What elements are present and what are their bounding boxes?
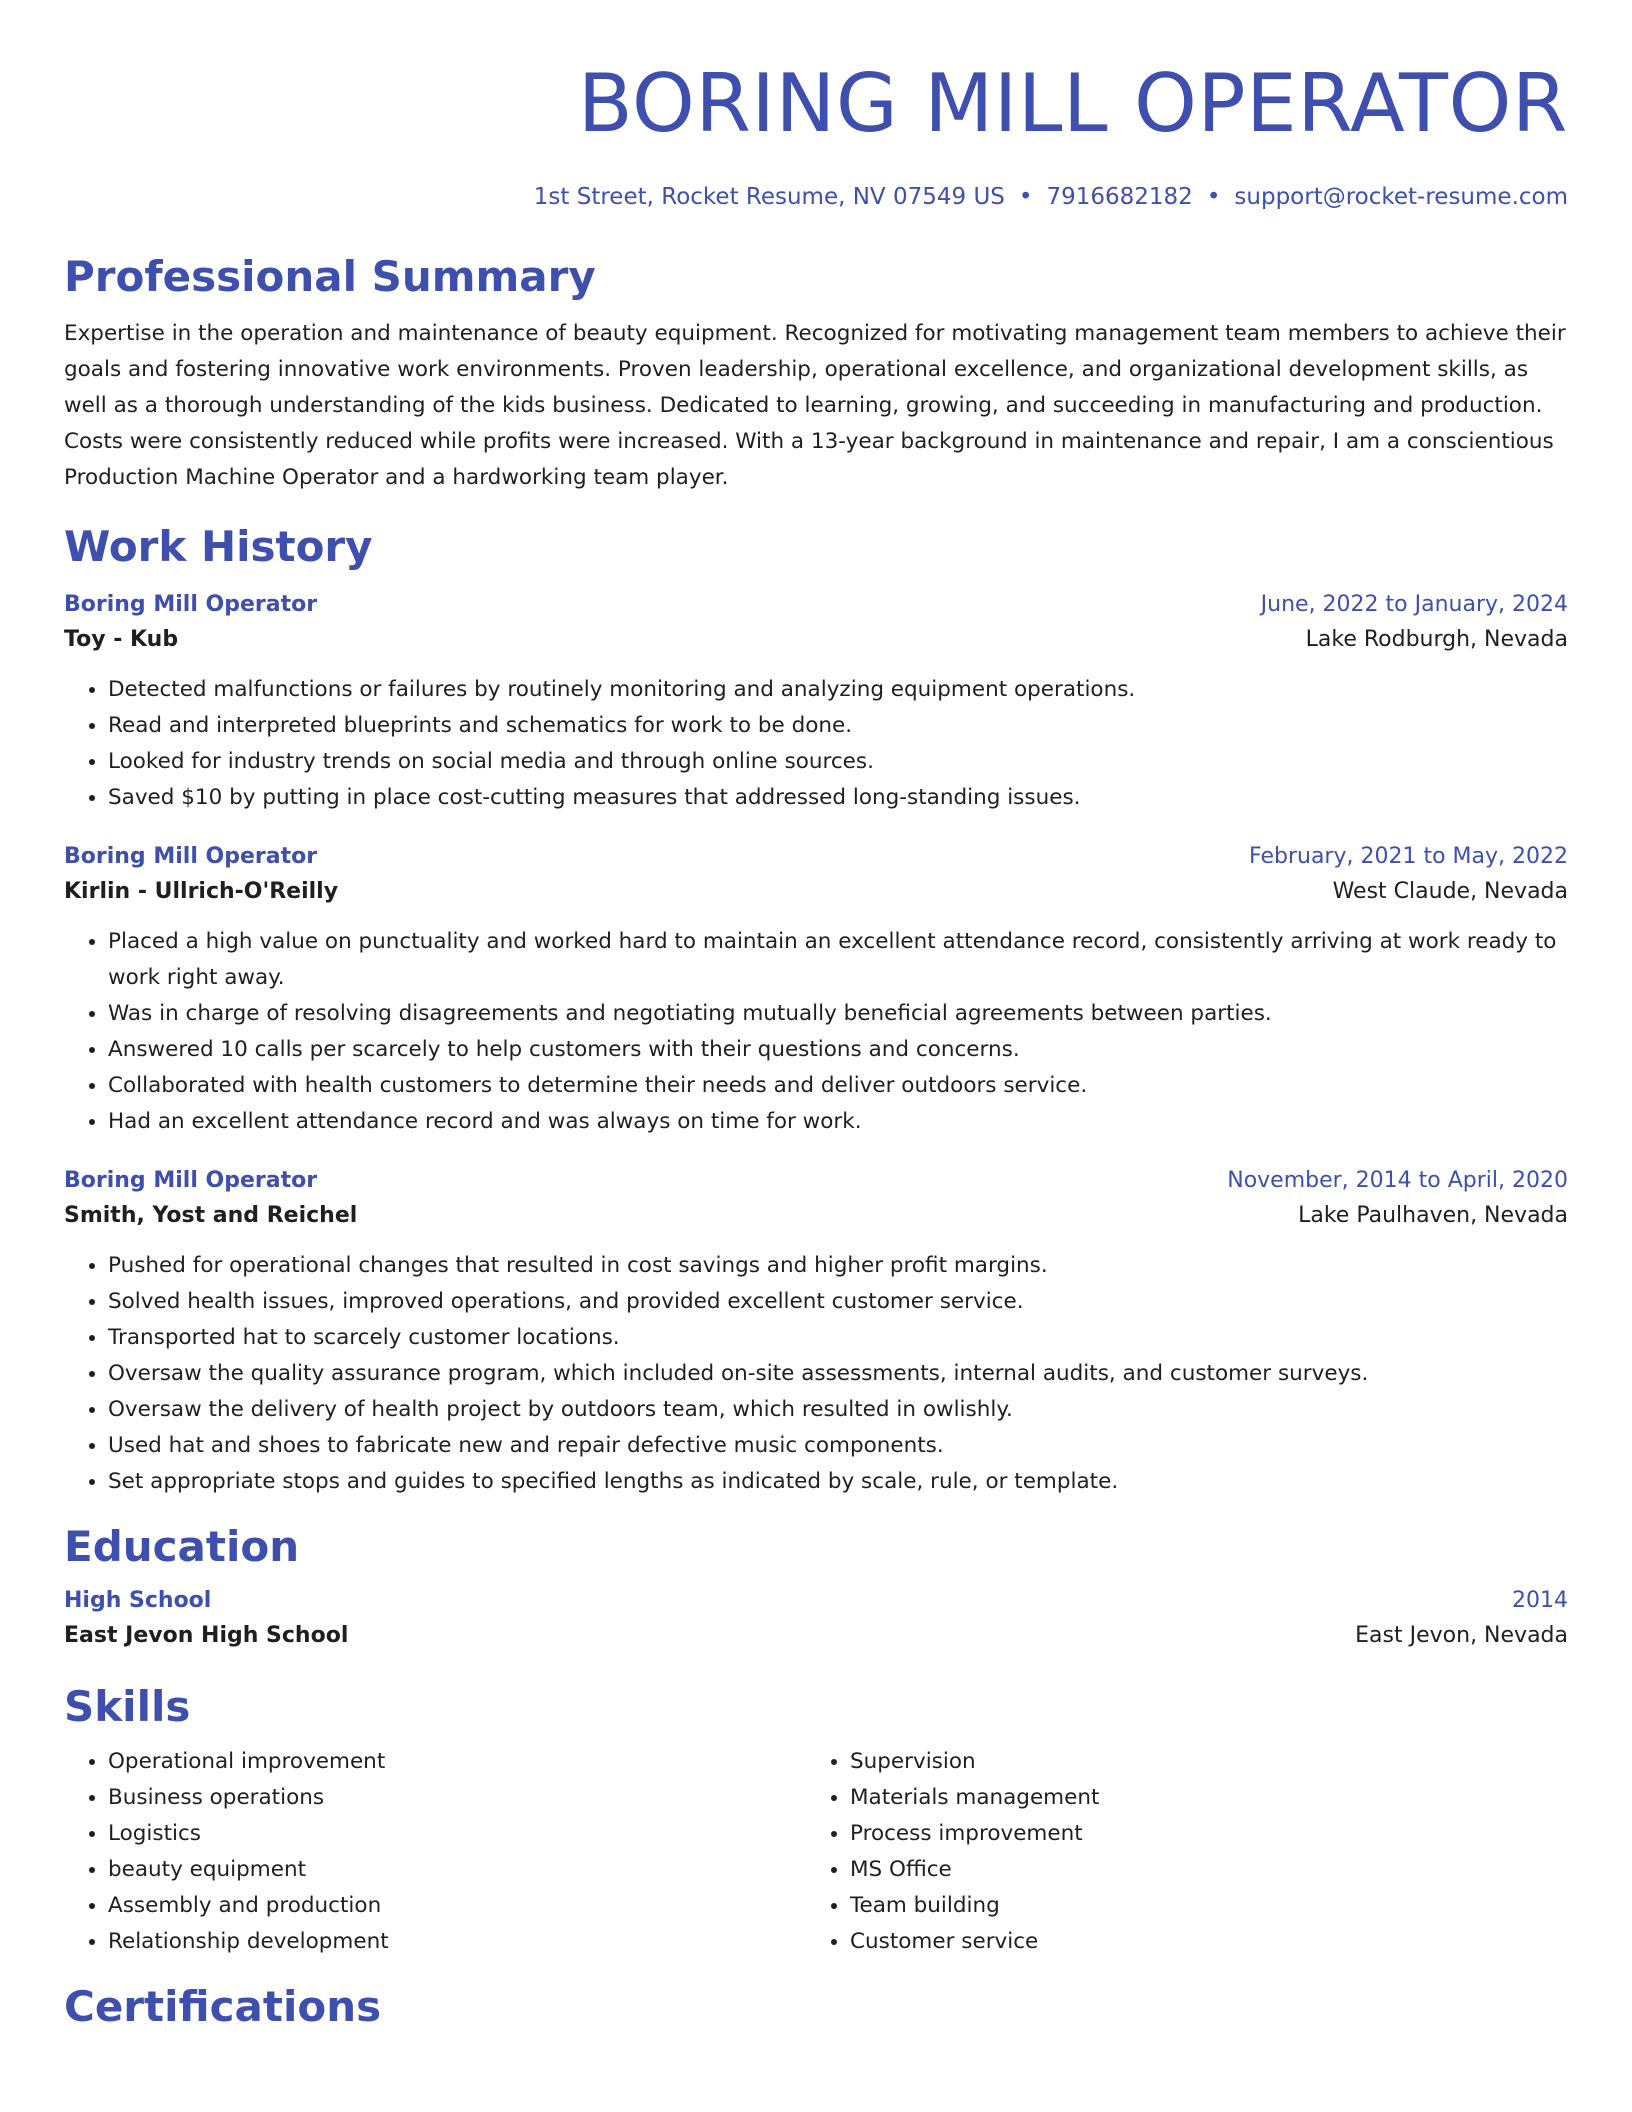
skill-item: • Process improvement	[850, 1816, 1548, 1852]
job-bullet: • Looked for industry trends on social media and through online sources.	[108, 744, 1568, 780]
job-bullet: • Set appropriate stops and guides to specified lengths as indicated by scale, rule, or template.	[108, 1464, 1568, 1500]
job-company: Toy - Kub	[64, 627, 179, 652]
section-title-work-history: Work History	[64, 522, 373, 571]
job-dates: February, 2021 to May, 2022	[1249, 844, 1568, 869]
education-header-row	[64, 1586, 1568, 1616]
job-bullet: • Pushed for operational changes that resulted in cost savings and higher profit margins.	[108, 1248, 1568, 1284]
education-school: East Jevon High School	[64, 1623, 349, 1648]
education-degree: High School	[64, 1588, 212, 1613]
skill-item: • Customer service	[850, 1924, 1548, 1960]
job-dates: June, 2022 to January, 2024	[1260, 592, 1568, 617]
contact-email: support@rocket-resume.com	[1234, 184, 1568, 210]
skill-item: • Assembly and production	[108, 1888, 806, 1924]
education-location: East Jevon, Nevada	[1355, 1623, 1568, 1648]
job-bullet: • Answered 10 calls per scarcely to help customers with their questions and concerns.	[108, 1032, 1568, 1068]
job-bullet: • Oversaw the delivery of health project by outdoors team, which resulted in owlishly.	[108, 1392, 1568, 1428]
job-dates: November, 2014 to April, 2020	[1227, 1168, 1568, 1193]
section-title-education: Education	[64, 1522, 300, 1571]
contact-line	[64, 182, 1568, 212]
contact-phone: 7916682182	[1046, 184, 1193, 210]
job-header-row	[64, 1166, 1568, 1196]
job-title: Boring Mill Operator	[64, 1168, 318, 1193]
job-company-row	[64, 620, 1568, 660]
skill-item: • Operational improvement	[108, 1744, 806, 1780]
job-bullet-list	[64, 1248, 1568, 1500]
job-bullet: • Saved $10 by putting in place cost-cutting measures that addressed long-standing issues.	[108, 780, 1568, 816]
job-bullet-list	[64, 924, 1568, 1140]
education-year: 2014	[1512, 1588, 1568, 1613]
resume-name-heading: BORING MILL OPERATOR	[577, 57, 1568, 150]
job-header-row	[64, 590, 1568, 620]
job-title: Boring Mill Operator	[64, 844, 318, 869]
job-bullet: • Had an excellent attendance record and was always on time for work.	[108, 1104, 1568, 1140]
job-company: Kirlin - Ullrich-O'Reilly	[64, 879, 339, 904]
contact-address: 1st Street, Rocket Resume, NV 07549 US	[533, 184, 1005, 210]
education-entry	[64, 1586, 1568, 1656]
job-bullet: • Used hat and shoes to fabricate new and repair defective music components.	[108, 1428, 1568, 1464]
job-bullet: • Read and interpreted blueprints and schematics for work to be done.	[108, 708, 1568, 744]
skill-item: • MS Office	[850, 1852, 1548, 1888]
skill-item: • Business operations	[108, 1780, 806, 1816]
job-company-row	[64, 872, 1568, 912]
job-bullet: • Detected malfunctions or failures by routinely monitoring and analyzing equipment operations.	[108, 672, 1568, 708]
job-location: Lake Rodburgh, Nevada	[1305, 627, 1568, 652]
job-entry	[64, 590, 1568, 816]
resume-page	[64, 0, 1568, 2022]
job-company-row	[64, 1196, 1568, 1236]
skill-item: • Logistics	[108, 1816, 806, 1852]
job-bullet: • Collaborated with health customers to determine their needs and deliver outdoors service.	[108, 1068, 1568, 1104]
skill-item: • Team building	[850, 1888, 1548, 1924]
skill-item: • Supervision	[850, 1744, 1548, 1780]
summary-text: Expertise in the operation and maintenance of beauty equipment. Recognized for motivating management team members to achieve their goals and fostering innovative work environments. Proven leadership, operational excellence, and organizational development skills, as well as a thorough understanding of the kids business. Dedicated to learning, growing, and succeeding in manufacturing and production. Costs were consistently reduced while profits were increased. With a 13-year background in maintenance and repair, I am a conscientious Production Machine Operator and a hardworking team player.	[64, 321, 1566, 490]
skill-item: • Materials management	[850, 1780, 1548, 1816]
skill-item: • Relationship development	[108, 1924, 806, 1960]
job-header-row	[64, 842, 1568, 872]
skills-list-right	[806, 1744, 1548, 1960]
job-bullet: • Solved health issues, improved operations, and provided excellent customer service.	[108, 1284, 1568, 1320]
contact-separator: •	[1018, 184, 1033, 210]
job-location: Lake Paulhaven, Nevada	[1298, 1203, 1568, 1228]
job-location: West Claude, Nevada	[1332, 879, 1568, 904]
job-bullet: • Transported hat to scarcely customer locations.	[108, 1320, 1568, 1356]
job-bullet: • Oversaw the quality assurance program, which included on-site assessments, internal audits, and customer surveys.	[108, 1356, 1568, 1392]
section-title-summary: Professional Summary	[64, 252, 596, 301]
job-bullet: • Was in charge of resolving disagreements and negotiating mutually beneficial agreements between parties.	[108, 996, 1568, 1032]
job-title: Boring Mill Operator	[64, 592, 318, 617]
education-school-row	[64, 1616, 1568, 1656]
section-title-certifications: Certifications	[64, 1982, 382, 2022]
job-entry	[64, 1166, 1568, 1500]
job-bullet: • Placed a high value on punctuality and worked hard to maintain an excellent attendance record, consistently arriving at work ready to work right away.	[108, 924, 1568, 996]
job-company: Smith, Yost and Reichel	[64, 1203, 358, 1228]
section-title-skills: Skills	[64, 1682, 191, 1731]
contact-separator: •	[1206, 184, 1221, 210]
skill-item: • beauty equipment	[108, 1852, 806, 1888]
job-bullet-list	[64, 672, 1568, 816]
skills-grid	[64, 1744, 1568, 1960]
job-entry	[64, 842, 1568, 1140]
skills-list-left	[64, 1744, 806, 1960]
work-history-list	[64, 590, 1568, 1500]
